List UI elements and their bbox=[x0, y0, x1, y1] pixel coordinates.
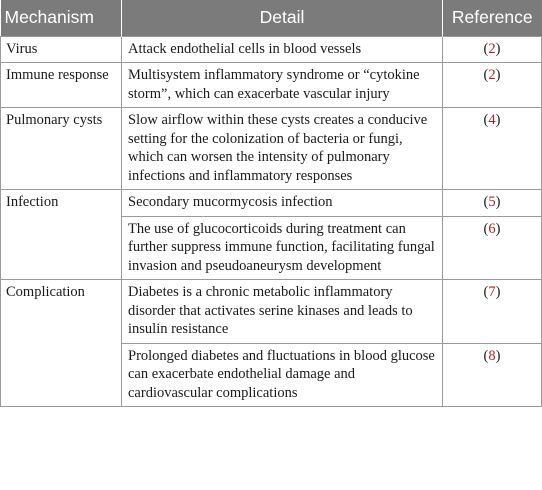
header-mechanism: Mechanism bbox=[1, 0, 122, 36]
detail-cell: Slow airflow within these cysts creates a conducive setting for the colonization of bacteria or fungi, which can worsen the intensity of pulmonary infections and inflammatory responses bbox=[122, 108, 443, 190]
reference-cell: (2) bbox=[443, 63, 542, 108]
mechanism-cell: Pulmonary cysts bbox=[1, 108, 122, 190]
detail-cell: Multisystem inflammatory syndrome or “cytokine storm”, which can exacerbate vascular injury bbox=[122, 63, 443, 108]
header-reference: Reference bbox=[443, 0, 542, 36]
reference-link[interactable]: 5 bbox=[488, 194, 496, 210]
detail-cell: Prolonged diabetes and fluctuations in blood glucose can exacerbate endothelial damage and cardiovascular complications bbox=[122, 343, 443, 407]
reference-link[interactable]: 6 bbox=[488, 220, 496, 237]
reference-link[interactable]: 2 bbox=[488, 40, 496, 57]
reference-cell: (4) bbox=[443, 108, 542, 190]
header-row bbox=[1, 0, 542, 36]
detail-cell: Attack endothelial cells in blood vessels bbox=[122, 36, 443, 63]
reference-link[interactable]: 8 bbox=[488, 347, 496, 364]
detail-cell: Diabetes is a chronic metabolic inflammatory disorder that activates serine kinases and leads to insulin resistance bbox=[122, 280, 443, 344]
reference-cell: (2) bbox=[443, 36, 542, 63]
mechanism-cell: Immune response bbox=[1, 63, 122, 108]
table-row bbox=[1, 108, 542, 190]
table-row bbox=[1, 63, 542, 108]
mechanism-cell: Complication bbox=[1, 280, 122, 407]
reference-link[interactable]: 4 bbox=[488, 112, 496, 128]
reference-link[interactable]: 7 bbox=[488, 284, 496, 300]
detail-cell: Secondary mucormycosis infection bbox=[122, 190, 443, 217]
table-row bbox=[1, 280, 542, 344]
reference-cell: (8) bbox=[443, 343, 542, 407]
detail-cell: The use of glucocorticoids during treatment can further suppress immune function, facilitating fungal invasion and pseudoaneurysm development bbox=[122, 216, 443, 280]
table-row bbox=[1, 190, 542, 217]
table-row bbox=[1, 36, 542, 63]
reference-link[interactable]: 2 bbox=[488, 67, 496, 83]
mechanism-cell: Infection bbox=[1, 190, 122, 280]
reference-cell: (7) bbox=[443, 280, 542, 344]
mechanism-cell: Virus bbox=[1, 36, 122, 63]
header-detail: Detail bbox=[122, 0, 443, 36]
reference-cell: (6) bbox=[443, 216, 542, 280]
reference-cell: (5) bbox=[443, 190, 542, 217]
